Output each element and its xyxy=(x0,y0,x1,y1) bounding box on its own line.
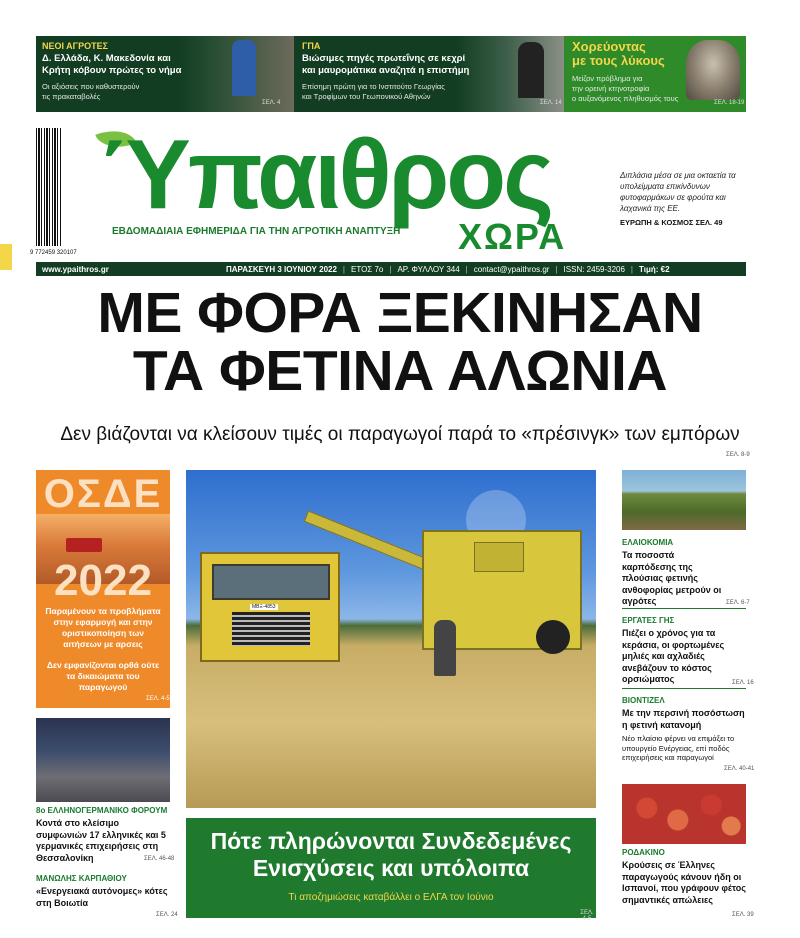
teaser-title-line: Βιώσιμες πηγές πρωτεΐνης σε κεχρί xyxy=(302,53,466,64)
combine-cab xyxy=(474,542,524,572)
teaser-sub-line: Επίσημη πρώτη για το Ινστιτούτο Γεωργίας xyxy=(302,82,445,91)
bio-title[interactable]: Με την περσινή ποσόστωση η φετινή κατανομή xyxy=(622,708,745,730)
grain-truck xyxy=(200,552,340,662)
osde-year: 2022 xyxy=(54,556,152,605)
info-bar: www.ypaithros.gr ΠΑΡΑΣΚΕΥΗ 3 ΙΟΥΝΙΟΥ 2022 | ΕΤΟΣ 7ο | ΑΡ. ΦΥΛΛΟΥ 344 | contact@ypaithros.gr | ISSN: 2459-3206 | Τιμή: €2 xyxy=(36,262,746,276)
logo-hora: ΧΩΡΑ xyxy=(458,216,567,257)
truck-plate: ΜΒΞ-4853 xyxy=(252,604,276,610)
headline-page-ref: ΣΕΛ. 8-9 xyxy=(726,452,750,458)
headline-line: ΜΕ ΦΟΡΑ ΞΕΚΙΝΗΣΑΝ xyxy=(97,281,703,345)
olive-page-ref: ΣΕΛ. 6-7 xyxy=(726,600,750,606)
osde-paragraph: Δεν εμφανίζονται ορθά ούτε τα δικαιώματα του παραγωγού xyxy=(46,660,160,692)
divider xyxy=(622,608,746,609)
osde-title: ΟΣΔΕ xyxy=(43,472,163,516)
worker-figure xyxy=(434,620,456,676)
issn: ISSN: 2459-3206 xyxy=(563,264,625,274)
green-banner-sub: Τι αποζημιώσεις καταβάλλει ο ΕΛΓΑ τον Ιούνιο xyxy=(288,892,494,903)
teaser-kicker: ΓΠΑ xyxy=(302,41,321,51)
workers-page-ref: ΣΕΛ. 16 xyxy=(732,680,754,686)
price: Τιμή: €2 xyxy=(639,264,670,274)
forum-audience-photo xyxy=(36,718,170,802)
teaser-sub-line: την ορεινή κτηνοτροφία xyxy=(572,84,650,93)
olive-kicker: ΕΛΑΙΟΚΟΜΙΑ xyxy=(622,538,674,547)
peach-kicker: ΡΟΔΑΚΙΝΟ xyxy=(622,848,665,857)
harvest-photo xyxy=(186,470,596,808)
farmer-figure-image xyxy=(232,40,256,96)
teaser-strip xyxy=(36,36,746,112)
teaser-page: ΣΕΛ. 18-19 xyxy=(714,100,745,106)
teaser-sub-line: Μείζον πρόβλημα για xyxy=(572,74,643,83)
teaser-page: ΣΕΛ. 14 xyxy=(540,100,562,106)
masthead-side-note-ref: ΕΥΡΩΠΗ & ΚΟΣΜΟΣ ΣΕΛ. 49 xyxy=(620,218,723,227)
wolf-image xyxy=(686,40,740,100)
teaser-gpa[interactable] xyxy=(294,36,564,112)
teaser-sub-line: τις πρακαταβολές xyxy=(42,92,101,101)
truck-windshield xyxy=(212,564,330,600)
green-banner-page-ref: ΣΕΛ. 4-5 xyxy=(580,910,594,922)
forum-title[interactable]: Κοντά στο κλείσιμο συμφωνιών 17 ελληνικές και 5 γερμανικές επιχειρήσεις στη Θεσσαλονίκη xyxy=(36,818,166,863)
peaches-photo xyxy=(622,784,746,844)
barcode-number: 9 772459 320107 xyxy=(30,250,77,256)
teaser-title-line: Κρήτη κόβουν πρώτες το νήμα xyxy=(42,65,182,76)
green-banner[interactable] xyxy=(186,818,596,922)
teaser-young-farmers[interactable] xyxy=(36,36,294,112)
speaker-figure-image xyxy=(518,42,544,98)
combine-wheel xyxy=(536,620,570,654)
bio-page-ref: ΣΕΛ. 40-41 xyxy=(724,766,755,772)
tractor-image xyxy=(66,538,102,552)
truck-grill xyxy=(232,612,310,646)
issue-year: ΕΤΟΣ 7ο xyxy=(351,264,384,274)
workers-kicker: ΕΡΓΑΤΕΣ ΓΗΣ xyxy=(622,616,675,625)
teaser-page: ΣΕΛ. 4 xyxy=(262,100,281,106)
teaser-title-line: Χορεύοντας xyxy=(572,39,646,54)
workers-title[interactable]: Πιέζει ο χρόνος για τα κεράσια, οι φορτωμένες μηλιές και αχλαδιές ανεβάζουν το κόστος ορσιώματος xyxy=(622,628,725,684)
contact-email[interactable]: contact@ypaithros.gr xyxy=(473,264,550,274)
bio-kicker: ΒΙΟΝΤΙΖΕΛ xyxy=(622,696,665,705)
issue-number: ΑΡ. ΦΥΛΛΟΥ 344 xyxy=(397,264,460,274)
bio-body: Νέο πλαίσιο φέρνει να επιμάξει το υπουργείο Ενέργειας, επί ποδός επιχειρήσεις και παραγωγοί xyxy=(622,734,735,762)
teaser-title-line: και μαυρομάτικα αναζητά η επιστήμη xyxy=(302,65,470,76)
osde-paragraph: Παραμένουν τα προβλήματα στην εφαρμογή και στην οριστικοποίηση των αιτήσεων με αρσεις xyxy=(45,606,161,649)
teaser-title-line: Δ. Ελλάδα, Κ. Μακεδονία και xyxy=(42,53,171,64)
karp-title[interactable]: «Ενεργειακά αυτόνομες» κότες στη Βοιωτία xyxy=(36,886,168,908)
masthead-tagline: ΕΒΔΟΜΑΔΙΑΙΑ ΕΦΗΜΕΡΙΔΑ ΓΙΑ ΤΗΝ ΑΓΡΟΤΙΚΗ ΑΝΑΠΤΥΞΗ xyxy=(112,226,401,237)
newspaper-logo[interactable]: Ύπαιθρος xyxy=(100,119,552,229)
peach-title[interactable]: Κρούσεις σε Έλληνες παραγωγούς κάνουν ήδη οι Ισπανοί, που γράφουν φέτος σημαντικές απώλειες xyxy=(622,860,746,905)
divider xyxy=(622,688,746,689)
teaser-wolves[interactable] xyxy=(564,36,746,112)
forum-kicker: 8ο ΕΛΛΗΝΟΓΕΡΜΑΝΙΚΟ ΦΟΡΟΥΜ xyxy=(36,806,168,815)
osde-page-ref: ΣΕΛ. 4-5 xyxy=(146,696,170,702)
teaser-kicker: ΝΕΟΙ ΑΓΡΟΤΕΣ xyxy=(42,41,108,51)
teaser-sub-line: Οι αξιόσεις που καθυστερούν xyxy=(42,82,140,91)
main-headline[interactable] xyxy=(0,281,800,403)
masthead-side-note[interactable]: Διπλάσια μέσα σε μια οκταετία τα υπολείμματα επικίνδυνων φυτοφαρμάκων σε φρούτα και λαχανικά της ΕΕ. xyxy=(620,171,736,213)
karp-page-ref: ΣΕΛ. 24 xyxy=(156,912,178,918)
karp-kicker: ΜΑΝΩΛΗΣ ΚΑΡΠΑΘΙΟΥ xyxy=(36,874,127,883)
green-banner-title xyxy=(186,828,596,882)
website-link[interactable]: www.ypaithros.gr xyxy=(42,264,109,274)
olive-tree-photo xyxy=(622,470,746,530)
peach-page-ref: ΣΕΛ. 39 xyxy=(732,912,754,918)
side-tab-marker xyxy=(0,244,12,270)
osde-box[interactable] xyxy=(36,470,170,708)
teaser-sub-line: και Τροφίμων του Γεωπονικού Αθηνών xyxy=(302,92,431,101)
barcode xyxy=(36,128,62,246)
green-banner-title-line: Πότε πληρώνονται Συνδεδεμένες xyxy=(210,828,572,854)
olive-title[interactable]: Τα ποσοστά καρπόδεσης της πλούσιας φετινής ανθοφορίας μετρούν οι αγρότες xyxy=(622,550,722,606)
teaser-sub-line: ο αυξανόμενος πληθυσμός τους xyxy=(572,94,679,103)
issue-date: ΠΑΡΑΣΚΕΥΗ 3 ΙΟΥΝΙΟΥ 2022 xyxy=(226,264,337,274)
subheadline: Δεν βιάζονται να κλείσουν τιμές οι παραγωγοί παρά το «πρέσινγκ» των εμπόρων xyxy=(60,424,740,445)
forum-page-ref: ΣΕΛ. 46-48 xyxy=(144,856,175,862)
teaser-title-line: με τους λύκους xyxy=(572,53,665,68)
headline-line: ΤΑ ΦΕΤΙΝΑ ΑΛΩΝΙΑ xyxy=(132,339,668,403)
green-banner-title-line: Ενισχύσεις και υπόλοιπα xyxy=(252,855,530,881)
